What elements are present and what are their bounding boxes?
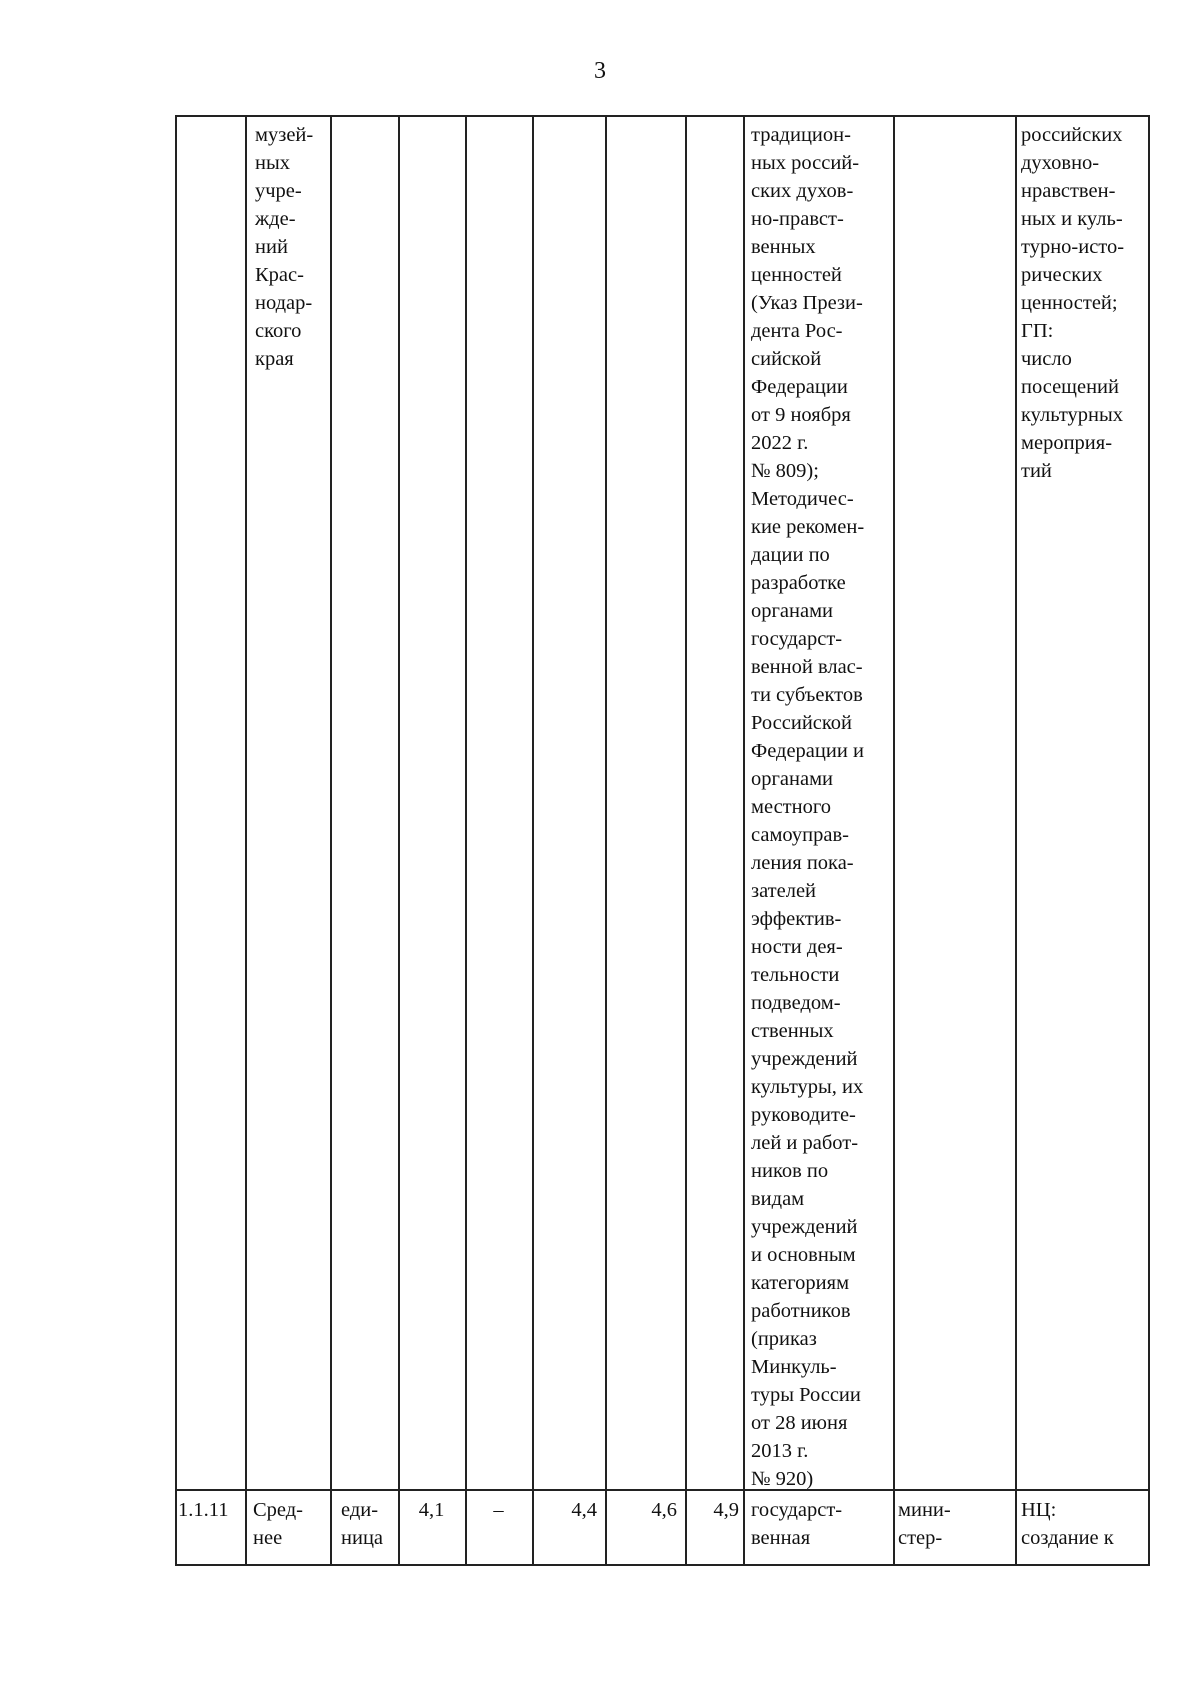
value-cell: 4,4 <box>571 1499 597 1521</box>
value-cell: – <box>493 1499 504 1521</box>
value-cell: 4,6 <box>651 1499 677 1521</box>
column-border <box>605 115 607 1565</box>
goal-link-cell: российских духовно- нравствен- ных и куль- турно-исто- рических ценностей; ГП: число посещений культурных мероприя- тий <box>1021 124 1125 482</box>
legal-basis-cell: государст- венная <box>751 1499 843 1549</box>
page-number: 3 <box>594 58 606 84</box>
column-border <box>330 115 332 1565</box>
indicator-name-cell: Сред- нее <box>253 1499 304 1549</box>
column-border <box>893 115 895 1565</box>
responsible-cell: мини- стер- <box>898 1499 951 1549</box>
column-border <box>743 115 745 1565</box>
row-divider <box>175 1489 1150 1491</box>
table-top-border <box>175 115 1150 117</box>
base-value-cell: 4,1 <box>418 1499 445 1521</box>
goal-link-cell: НЦ: создание к <box>1021 1499 1114 1549</box>
indicator-name-cell: музей- ных учре- жде- ний Крас- нодар- ского края <box>255 124 314 370</box>
column-border <box>1148 115 1150 1565</box>
column-border <box>175 115 177 1565</box>
column-border <box>1015 115 1017 1565</box>
unit-cell: еди- ница <box>341 1499 384 1549</box>
column-border <box>685 115 687 1565</box>
column-border <box>465 115 467 1565</box>
value-cell: 4,9 <box>713 1499 739 1521</box>
column-border <box>398 115 400 1565</box>
row-number-cell: 1.1.11 <box>178 1499 229 1521</box>
column-border <box>245 115 247 1565</box>
column-border <box>532 115 534 1565</box>
table-bottom-border <box>175 1564 1150 1566</box>
indicator-table <box>175 115 1150 1565</box>
legal-basis-cell: традицион- ных россий- ских духов- но-правст- венных ценностей (Указ Прези- дента Рос- сийской Федерации от 9 ноября 2022 г. № 809); Методичес- кие рекомен- дации по разработке органами государст- венной влас- ти субъектов Российской Федерации и органами местного самоуправ- ления пока- зателей эффектив- ности дея- тельности подведом- ственных учреждений культуры, их руководите- лей и работ- ников по видам учреждений и основным категориям работников (приказ Минкуль- туры России от 28 июня 2013 г. № 920) <box>751 124 865 1490</box>
